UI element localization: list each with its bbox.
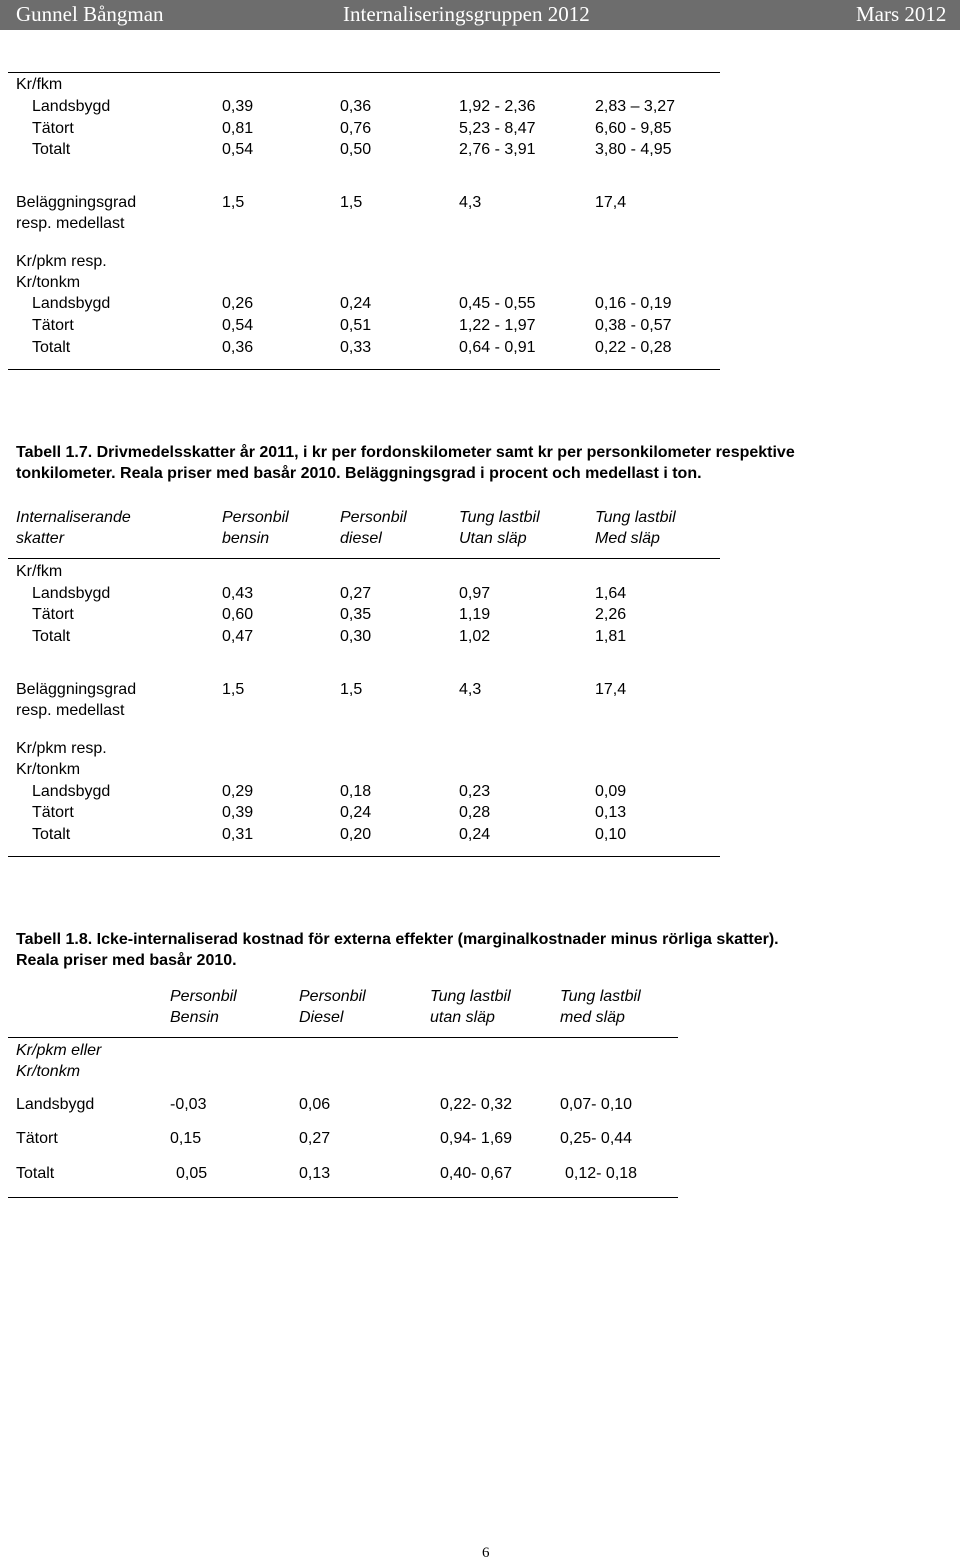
cell: 0,45 - 0,55 [459, 295, 536, 312]
table-rule [8, 1197, 678, 1198]
cell: 0,22 - 0,28 [595, 339, 672, 356]
cell: 0,28 [459, 804, 491, 821]
column-header: Diesel [299, 1009, 344, 1026]
section-label: Kr/fkm [16, 76, 63, 93]
section-label: Kr/tonkm [16, 274, 81, 291]
table-caption: Tabell 1.8. Icke-internaliserad kostnad för externa effekter (marginalkostnader minus rörliga skatter). [16, 931, 779, 948]
cell: 0,16 - 0,19 [595, 295, 672, 312]
occupancy-label: Beläggningsgrad [16, 194, 137, 211]
cell: 0,25- 0,44 [560, 1130, 633, 1147]
page-number: 6 [482, 1545, 490, 1561]
header-date: Mars 2012 [856, 2, 947, 26]
cell: 0,35 [340, 606, 372, 623]
cell: 1,5 [222, 194, 245, 211]
cell: 17,4 [595, 194, 627, 211]
row-label: Totalt [32, 826, 71, 843]
row-label: Landsbygd [32, 295, 111, 312]
cell: 1,64 [595, 585, 627, 602]
cell: 6,60 - 9,85 [595, 120, 672, 137]
cell: 0,20 [340, 826, 372, 843]
cell: 0,24 [340, 804, 372, 821]
row-label: Landsbygd [32, 585, 111, 602]
column-header: Personbil [299, 988, 366, 1005]
cell: 0,33 [340, 339, 372, 356]
column-header: diesel [340, 530, 382, 547]
cell: 0,13 [595, 804, 627, 821]
row-label: Totalt [32, 339, 71, 356]
section-label: Kr/tonkm [16, 761, 81, 778]
cell: 1,5 [340, 681, 363, 698]
cell: 0,47 [222, 628, 254, 645]
occupancy-label: Beläggningsgrad [16, 681, 137, 698]
row-label: Landsbygd [16, 1096, 95, 1113]
column-header: Tung lastbil [459, 509, 540, 526]
cell: 4,3 [459, 681, 482, 698]
cell: -0,03 [170, 1096, 207, 1113]
cell: 17,4 [595, 681, 627, 698]
cell: 1,92 - 2,36 [459, 98, 536, 115]
unit-label: Kr/pkm eller [16, 1042, 102, 1059]
cell: 0,38 - 0,57 [595, 317, 672, 334]
cell: 0,24 [340, 295, 372, 312]
cell: 0,06 [299, 1096, 331, 1113]
cell: 0,39 [222, 98, 254, 115]
column-header: Tung lastbil [560, 988, 641, 1005]
cell: 4,3 [459, 194, 482, 211]
table-rule [8, 1037, 678, 1038]
row-label: Totalt [16, 1165, 55, 1182]
cell: 0,29 [222, 783, 254, 800]
section-label: Kr/pkm resp. [16, 253, 107, 270]
cell: 3,80 - 4,95 [595, 141, 672, 158]
header-title: Internaliseringsgruppen 2012 [343, 2, 590, 26]
cell: 5,23 - 8,47 [459, 120, 536, 137]
section-label: Kr/pkm resp. [16, 740, 107, 757]
column-header: Personbil [170, 988, 237, 1005]
row-label: Landsbygd [32, 783, 111, 800]
column-header: Med släp [595, 530, 660, 547]
cell: 0,23 [459, 783, 491, 800]
column-header: med släp [560, 1009, 625, 1026]
unit-label: Kr/tonkm [16, 1063, 81, 1080]
cell: 0,76 [340, 120, 372, 137]
column-header: skatter [16, 530, 65, 547]
cell: 1,02 [459, 628, 491, 645]
cell: 0,30 [340, 628, 372, 645]
cell: 2,76 - 3,91 [459, 141, 536, 158]
cell: 0,60 [222, 606, 254, 623]
cell: 0,05 [176, 1165, 208, 1182]
column-header: Personbil [222, 509, 289, 526]
table-rule [8, 72, 720, 73]
row-label: Tätort [16, 1130, 58, 1147]
table-rule [8, 369, 720, 370]
cell: 0,07- 0,10 [560, 1096, 633, 1113]
row-label: Tätort [32, 120, 74, 137]
row-label: Totalt [32, 628, 71, 645]
cell: 0,97 [459, 585, 491, 602]
cell: 0,54 [222, 141, 254, 158]
occupancy-label: resp. medellast [16, 215, 125, 232]
cell: 0,36 [222, 339, 254, 356]
row-label: Landsbygd [32, 98, 111, 115]
cell: 0,51 [340, 317, 372, 334]
cell: 1,19 [459, 606, 491, 623]
cell: 0,22- 0,32 [440, 1096, 513, 1113]
table-caption: tonkilometer. Reala priser med basår 2010. Beläggningsgrad i procent och medellast i ton. [16, 465, 702, 482]
cell: 0,94- 1,69 [440, 1130, 513, 1147]
table-rule [8, 558, 720, 559]
row-label: Tätort [32, 606, 74, 623]
cell: 0,15 [170, 1130, 202, 1147]
cell: 1,81 [595, 628, 627, 645]
table-rule [8, 856, 720, 857]
column-header: Tung lastbil [595, 509, 676, 526]
cell: 0,54 [222, 317, 254, 334]
cell: 0,50 [340, 141, 372, 158]
column-header: Internaliserande [16, 509, 131, 526]
column-header: Personbil [340, 509, 407, 526]
column-header: bensin [222, 530, 270, 547]
row-label: Tätort [32, 317, 74, 334]
cell: 0,18 [340, 783, 372, 800]
document-header [0, 0, 960, 30]
column-header: utan släp [430, 1009, 495, 1026]
cell: 1,22 - 1,97 [459, 317, 536, 334]
cell: 1,5 [340, 194, 363, 211]
cell: 0,40- 0,67 [440, 1165, 513, 1182]
row-label: Tätort [32, 804, 74, 821]
column-header: Bensin [170, 1009, 219, 1026]
row-label: Totalt [32, 141, 71, 158]
occupancy-label: resp. medellast [16, 702, 125, 719]
cell: 0,81 [222, 120, 254, 137]
section-label: Kr/fkm [16, 563, 63, 580]
cell: 0,39 [222, 804, 254, 821]
header-author: Gunnel Bångman [16, 2, 164, 26]
cell: 0,24 [459, 826, 491, 843]
table-caption: Reala priser med basår 2010. [16, 952, 237, 969]
cell: 0,10 [595, 826, 627, 843]
cell: 0,26 [222, 295, 254, 312]
cell: 0,36 [340, 98, 372, 115]
cell: 0,31 [222, 826, 254, 843]
cell: 0,64 - 0,91 [459, 339, 536, 356]
cell: 0,27 [299, 1130, 331, 1147]
cell: 0,13 [299, 1165, 331, 1182]
column-header: Tung lastbil [430, 988, 511, 1005]
table-caption: Tabell 1.7. Drivmedelsskatter år 2011, i kr per fordonskilometer samt kr per personkilometer respektive [16, 444, 795, 461]
cell: 2,26 [595, 606, 627, 623]
cell: 0,09 [595, 783, 627, 800]
cell: 2,83 – 3,27 [595, 98, 676, 115]
column-header: Utan släp [459, 530, 527, 547]
cell: 1,5 [222, 681, 245, 698]
cell: 0,43 [222, 585, 254, 602]
cell: 0,12- 0,18 [565, 1165, 638, 1182]
cell: 0,27 [340, 585, 372, 602]
